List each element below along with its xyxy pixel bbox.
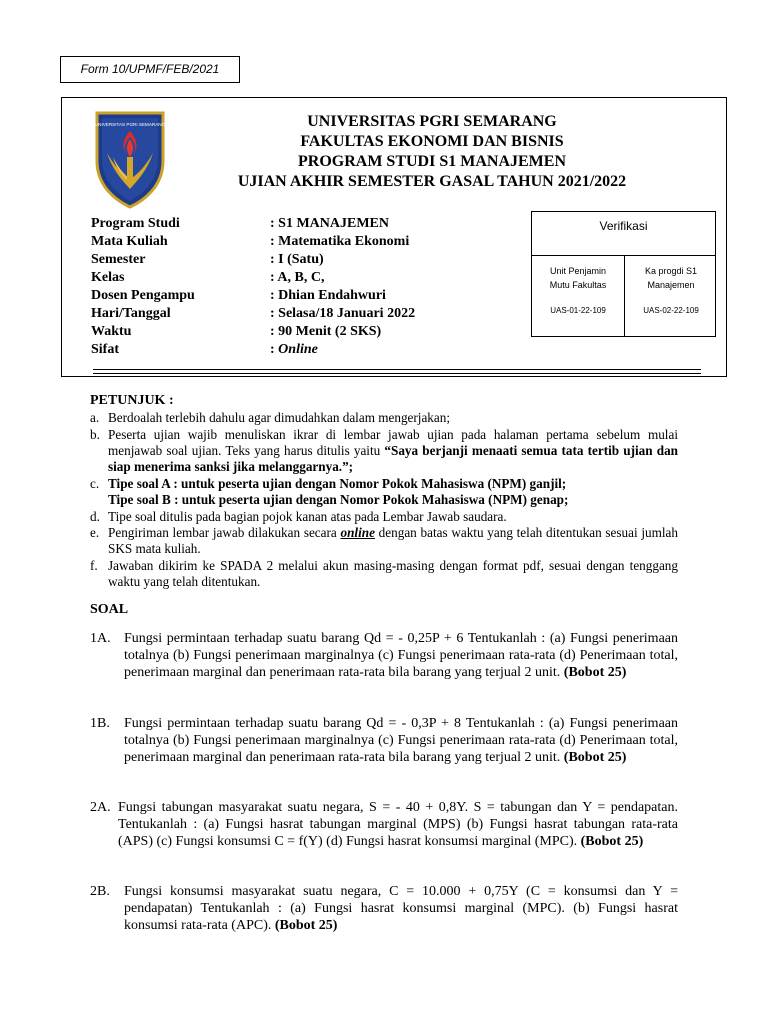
double-rule-top bbox=[93, 369, 701, 370]
question-1a-bobot: (Bobot 25) bbox=[563, 665, 627, 680]
instruction-label: e. bbox=[90, 525, 100, 540]
verification-unit-line2: Mutu Fakultas bbox=[549, 280, 607, 290]
instruction-c-text1: Tipe soal A : untuk peserta ujian dengan Nomor Pokok Mahasiswa (NPM) ganjil; bbox=[108, 476, 567, 491]
instruction-text: Berdoalah terlebih dahulu agar dimudahkan dalam mengerjakan; bbox=[108, 410, 451, 425]
info-label: Mata Kuliah bbox=[91, 234, 168, 249]
instruction-label: d. bbox=[90, 509, 100, 524]
instruction-text bbox=[108, 427, 678, 475]
info-value: : Selasa/18 Januari 2022 bbox=[270, 306, 416, 321]
info-colon: : bbox=[270, 342, 279, 357]
info-label: Program Studi bbox=[91, 216, 180, 231]
form-id: Form 10/UPMF/FEB/2021 bbox=[80, 62, 220, 76]
instruction-label: b. bbox=[90, 427, 100, 442]
info-value bbox=[270, 341, 318, 359]
instruction-e bbox=[90, 525, 678, 557]
verification-unit-line1: Unit Penjamin bbox=[549, 266, 607, 276]
instruction-label: c. bbox=[90, 476, 100, 491]
info-label: Kelas bbox=[91, 270, 125, 285]
info-label: Hari/Tanggal bbox=[91, 306, 171, 321]
info-label: Waktu bbox=[91, 324, 132, 339]
info-value: : Dhian Endahwuri bbox=[270, 288, 386, 303]
question-number: 1A. bbox=[90, 631, 111, 646]
instruction-e-text2: dengan batas waktu yang telah ditentukan sesuai jumlah SKS mata kuliah. bbox=[108, 525, 678, 556]
exam-header bbox=[61, 97, 727, 377]
question-2a bbox=[90, 799, 678, 850]
verification-code-right: UAS-02-22-109 bbox=[643, 306, 699, 315]
instruction-b-text: Peserta ujian wajib menuliskan ikrar di lembar jawab ujian pada halaman pertama sebelum mulai menjawab soal ujian. Teks yang harus ditulis yaitu bbox=[108, 427, 678, 458]
info-value: : I (Satu) bbox=[270, 252, 324, 267]
verification-title: Verifikasi bbox=[532, 212, 715, 256]
verification-code-left: UAS-01-22-109 bbox=[550, 306, 606, 315]
soal-heading: SOAL bbox=[90, 602, 129, 617]
verification-kaprodi-line1: Ka progdi S1 bbox=[644, 266, 698, 276]
logo-text: UNIVERSITAS PGRI SEMARANG bbox=[94, 122, 166, 127]
question-text bbox=[118, 799, 678, 850]
instruction-b-pledge: “Saya berjanji menaati semua tata tertib ujian dan siap menerima sanksi jika melanggarnya.”; bbox=[108, 443, 678, 474]
instruction-e-text1: Pengiriman lembar jawab dilakukan secara bbox=[108, 525, 341, 540]
exam-title: UJIAN AKHIR SEMESTER GASAL TAHUN 2021/2022 bbox=[237, 173, 627, 190]
question-text bbox=[124, 715, 678, 766]
info-value: : Matematika Ekonomi bbox=[270, 234, 410, 249]
instruction-a bbox=[90, 410, 678, 426]
instruction-label: f. bbox=[90, 558, 98, 573]
instruction-text: Jawaban dikirim ke SPADA 2 melalui akun masing-masing dengan format pdf, sesuai dengan tenggang waktu yang telah ditentukan. bbox=[108, 558, 678, 589]
question-number: 2B. bbox=[90, 884, 110, 899]
question-2a-text: Fungsi tabungan masyarakat suatu negara, S = - 40 + 0,8Y. S = tabungan dan Y = pendapatan. Tentukanlah : (a) Fungsi hasrat tabungan marginal (MPS) (b) Fungsi hasrat tabungan rata-rata (APS) (c) Fungsi konsumsi C = f(Y) (d) Fungsi hasrat konsumsi marginal (MPC). bbox=[118, 800, 678, 849]
instruction-c bbox=[90, 476, 678, 508]
verification-unit bbox=[532, 264, 624, 292]
instruction-f bbox=[90, 558, 678, 590]
verification-kaprodi-line2: Manajemen bbox=[647, 280, 695, 290]
question-1b-text: Fungsi permintaan terhadap suatu barang Qd = - 0,3P + 8 Tentukanlah : (a) Fungsi penerimaan totalnya (b) Fungsi penerimaan marginalnya (c) Fungsi penerimaan rata-rata (d) Penerimaan total, penerimaan marginal dan penerimaan rata-rata bila barang yang terjual 2 unit. bbox=[124, 716, 678, 765]
question-1a bbox=[90, 630, 678, 681]
instruction-label: a. bbox=[90, 410, 100, 425]
question-2b bbox=[90, 883, 678, 934]
question-2b-text: Fungsi konsumsi masyarakat suatu negara, C = 10.000 + 0,75Y (C = konsumsi dan Y = pendapatan) Tentukanlah : (a) Fungsi hasrat konsumsi marginal (MPC). (b) Fungsi hasrat konsumsi rata-rata (APC). bbox=[124, 884, 678, 933]
form-id-box bbox=[60, 56, 240, 83]
question-number: 2A. bbox=[90, 800, 111, 815]
info-sifat-value: Online bbox=[278, 342, 318, 357]
instruction-text: Tipe soal ditulis pada bagian pojok kanan atas pada Lembar Jawab saudara. bbox=[108, 509, 507, 524]
question-text bbox=[124, 883, 678, 934]
question-2a-bobot: (Bobot 25) bbox=[580, 834, 644, 849]
verification-box bbox=[531, 211, 716, 337]
instruction-b bbox=[90, 427, 678, 475]
info-value: : 90 Menit (2 SKS) bbox=[270, 324, 382, 339]
instruction-d bbox=[90, 509, 678, 525]
question-1b bbox=[90, 715, 678, 766]
petunjuk-heading: PETUNJUK : bbox=[90, 393, 174, 408]
instruction-e-online: online bbox=[340, 525, 375, 540]
info-label: Sifat bbox=[91, 342, 119, 357]
instruction-text bbox=[108, 525, 678, 557]
question-number: 1B. bbox=[90, 716, 110, 731]
instruction-c-text2: Tipe soal B : untuk peserta ujian dengan Nomor Pokok Mahasiswa (NPM) genap; bbox=[108, 492, 569, 507]
info-value: : A, B, C, bbox=[270, 270, 325, 285]
university-name: UNIVERSITAS PGRI SEMARANG bbox=[307, 113, 557, 130]
info-value: : S1 MANAJEMEN bbox=[270, 216, 389, 231]
info-label: Semester bbox=[91, 252, 146, 267]
program-name: PROGRAM STUDI S1 MANAJEMEN bbox=[298, 153, 566, 170]
question-1a-text: Fungsi permintaan terhadap suatu barang Qd = - 0,25P + 6 Tentukanlah : (a) Fungsi penerimaan totalnya (b) Fungsi penerimaan marginalnya (c) Fungsi penerimaan rata-rata (d) Penerimaan total, penerimaan marginal dan penerimaan rata-rata bila barang yang terjual 2 unit. bbox=[124, 631, 678, 680]
university-logo-icon bbox=[93, 109, 167, 209]
verification-kaprodi bbox=[625, 264, 717, 292]
faculty-name: FAKULTAS EKONOMI DAN BISNIS bbox=[300, 133, 564, 150]
question-text bbox=[124, 630, 678, 681]
question-1b-bobot: (Bobot 25) bbox=[563, 750, 627, 765]
question-2b-bobot: (Bobot 25) bbox=[274, 918, 338, 933]
double-rule-bottom bbox=[93, 373, 701, 374]
info-label: Dosen Pengampu bbox=[91, 288, 195, 303]
